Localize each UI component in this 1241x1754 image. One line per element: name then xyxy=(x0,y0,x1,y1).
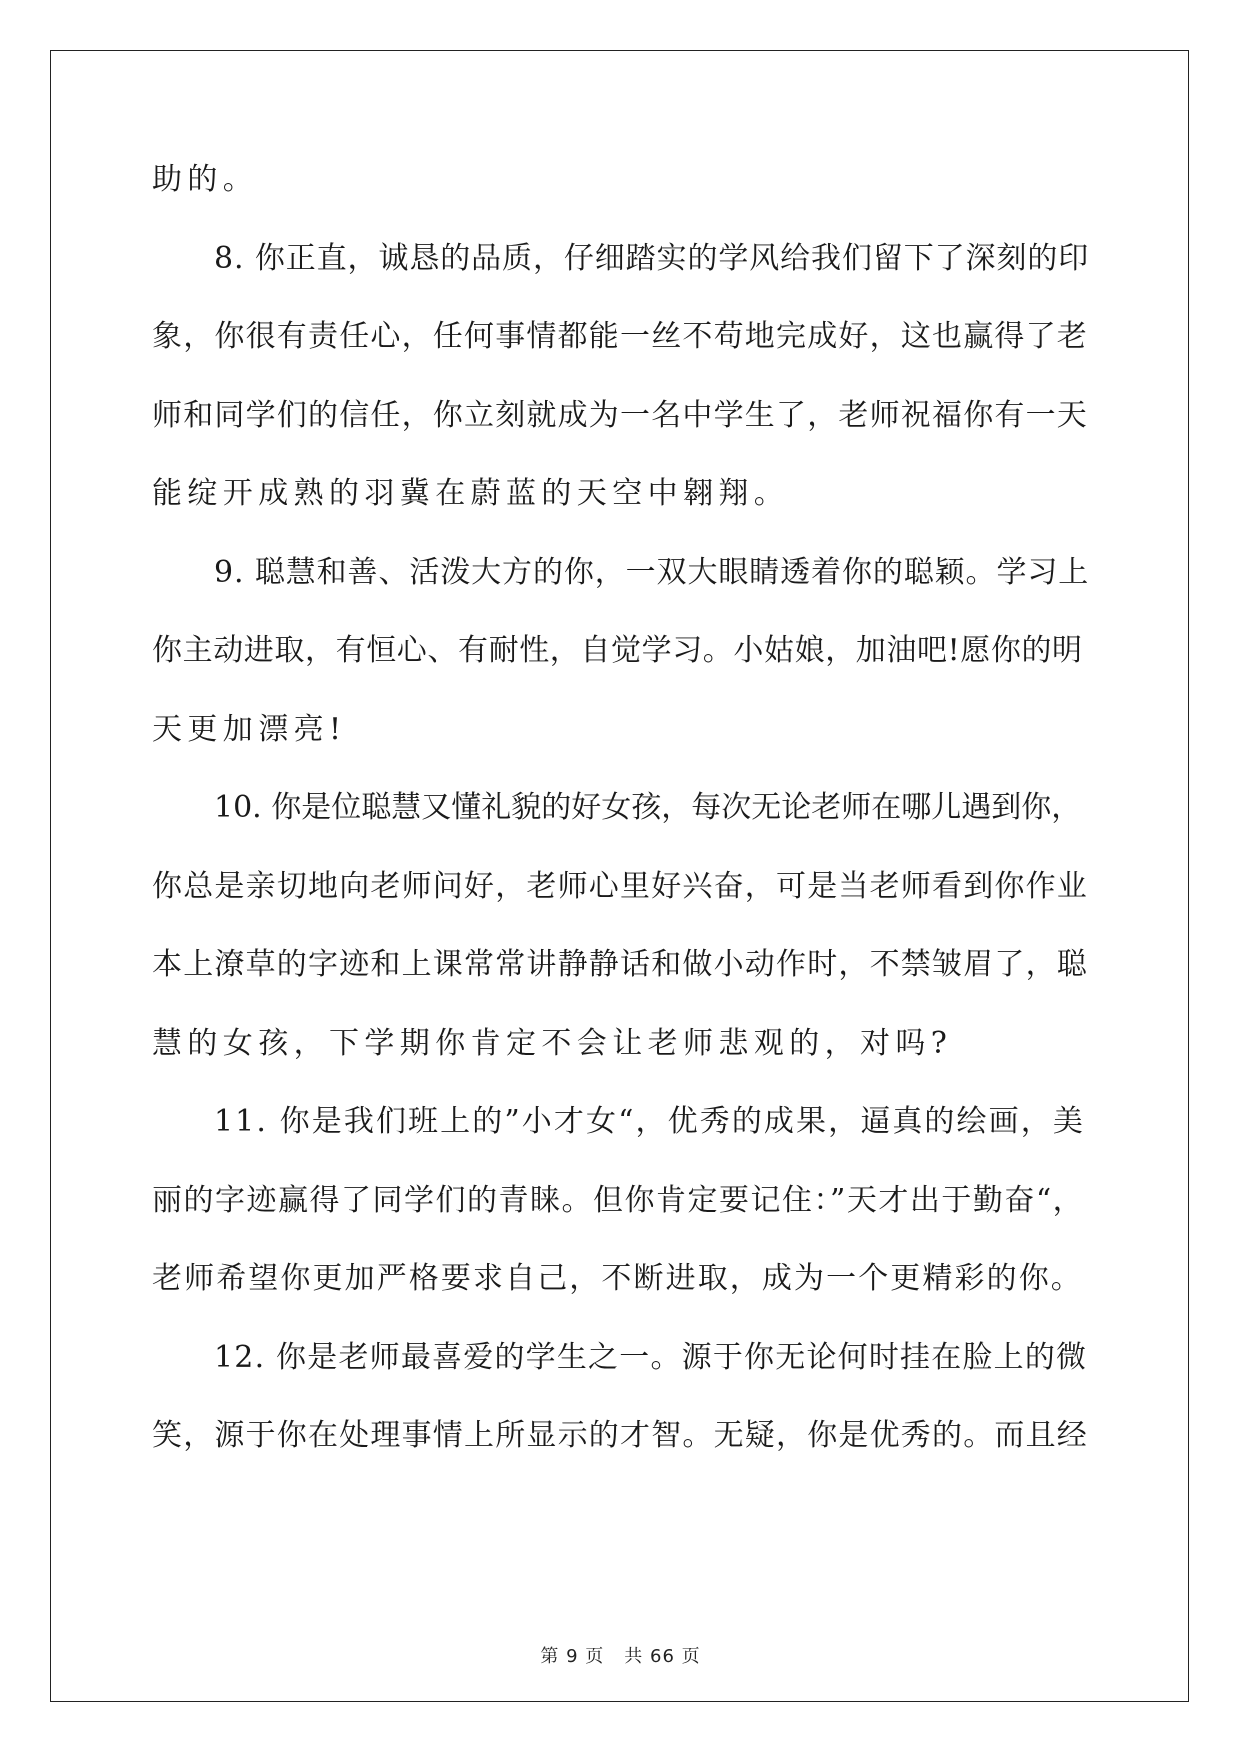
text-line: 你总是亲切地向老师问好，老师心里好兴奋，可是当老师看到你作业 xyxy=(152,868,1088,904)
text-line: 慧的女孩，下学期你肯定不会让老师悲观的，对吗? xyxy=(152,1025,953,1061)
text-line: 老师希望你更加严格要求自己，不断进取，成为一个更精彩的你。 xyxy=(152,1261,1083,1296)
page-total: 共 66 页 xyxy=(624,1646,701,1667)
text-line: 8. 你正直，诚恳的品质，仔细踏实的学风给我们留下了深刻的印 xyxy=(214,240,1090,276)
text-line: 9. 聪慧和善、活泼大方的你，一双大眼睛透着你的聪颖。学习上 xyxy=(214,554,1090,590)
text-line: 12. 你是老师最喜爱的学生之一。源于你无论何时挂在脸上的微 xyxy=(214,1339,1088,1375)
text-line: 笑，源于你在处理事情上所显示的才智。无疑，你是优秀的。而且经 xyxy=(152,1418,1088,1453)
text-block xyxy=(152,160,1089,1495)
document-body xyxy=(152,160,1089,1495)
text-line: 丽的字迹赢得了同学们的青睐。但你肯定要记住：”天才出于勤奋“， xyxy=(152,1182,1085,1218)
text-line: 你主动进取，有恒心、有耐性，自觉学习。小姑娘，加油吧!愿你的明 xyxy=(152,633,1083,668)
text-line: 能绽开成熟的羽冀在蔚蓝的天空中翱翔。 xyxy=(152,476,790,511)
text-line: 象，你很有责任心，任何事情都能一丝不苟地完成好，这也赢得了老 xyxy=(152,319,1088,354)
text-line: 助的。 xyxy=(152,162,259,197)
text-line: 师和同学们的信任，你立刻就成为一名中学生了，老师祝福你有一天 xyxy=(152,397,1088,433)
page-number: 第 9 页 xyxy=(540,1646,605,1667)
text-line: 本上潦草的字迹和上课常常讲静静话和做小动作时，不禁皱眉了，聪 xyxy=(152,947,1088,982)
text-line: 天更加漂亮! xyxy=(152,711,347,747)
text-line: 10. 你是位聪慧又懂礼貌的好女孩，每次无论老师在哪儿遇到你， xyxy=(214,790,1082,825)
page-footer xyxy=(0,1642,1241,1668)
text-line: 11. 你是我们班上的”小才女“，优秀的成果，逼真的绘画，美 xyxy=(214,1104,1085,1139)
